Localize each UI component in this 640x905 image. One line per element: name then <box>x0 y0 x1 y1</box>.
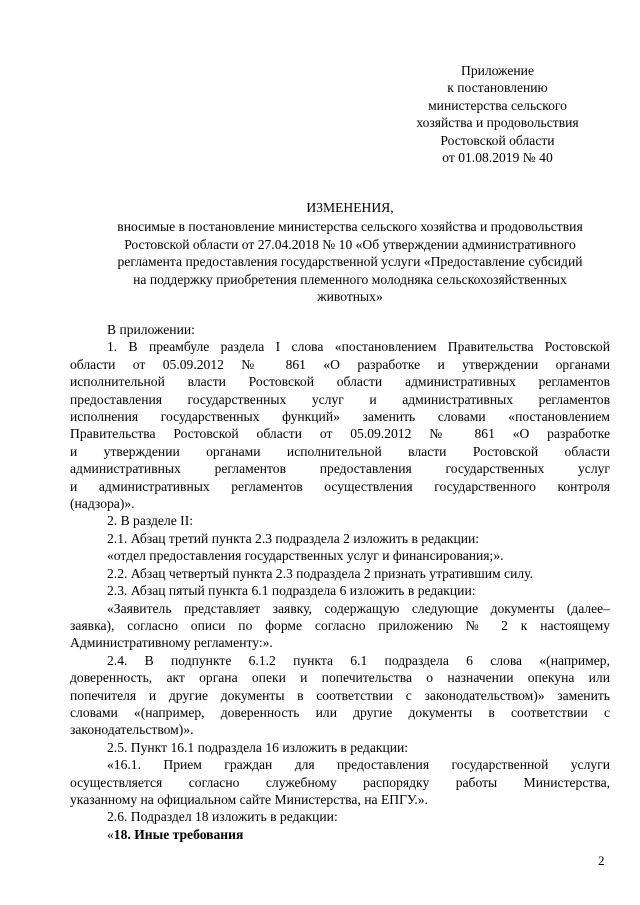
paragraph-2-1: 2.1. Абзац третий пункта 2.3 подраздела 2 изложить в редакции: <box>107 530 480 546</box>
paragraph-line: и утверждении органами исполнительной власти Ростовской области <box>70 443 610 459</box>
appendix-line: к постановлению <box>447 80 548 96</box>
heading-line: вносимые в постановление министерства сельского хозяйства и продовольствия <box>117 219 583 235</box>
paragraph-line: законодательством)». <box>70 722 194 738</box>
paragraph-line: осуществляется согласно служебному распорядку работы Министерства, <box>70 774 610 790</box>
appendix-line: Ростовской области <box>440 132 555 148</box>
open-quote-mark: « <box>107 826 114 842</box>
paragraph-2-5-quote <box>70 756 610 808</box>
paragraph-line: административных регламентов предоставления государственных услуг <box>70 461 610 477</box>
paragraph-line: Административному регламенту:». <box>70 635 273 651</box>
paragraph-line: 2.4. В подпункте 6.1.2 пункта 6.1 подраздела 6 слова «(например, <box>107 652 610 668</box>
page-number: 2 <box>598 853 605 868</box>
intro-paragraph: В приложении: <box>107 322 195 337</box>
paragraph-1 <box>70 338 610 512</box>
paragraph-2-2: 2.2. Абзац четвертый пункта 2.3 подраздела 2 признать утратившим силу. <box>107 565 533 581</box>
heading-line: животных» <box>317 289 383 305</box>
paragraph-2-6-quote <box>70 826 610 843</box>
paragraph-2-5: 2.5. Пункт 16.1 подраздела 16 изложить в редакции: <box>107 739 409 755</box>
paragraph-2-1-quote: «отдел предоставления государственных услуг и финансирования;». <box>107 548 504 564</box>
paragraph-line: и административных регламентов осуществления государственного контроля <box>70 478 610 494</box>
document-heading <box>60 199 640 305</box>
heading-line: регламента предоставления государственной услуги «Предоставление субсидий <box>117 254 583 270</box>
heading-line: Ростовской области от 27.04.2018 № 10 «Об утверждении административного <box>124 236 576 252</box>
document-title: ИЗМЕНЕНИЯ, <box>306 200 394 215</box>
paragraph-line: исполнения государственных функций» заменить словами «постановлением <box>70 409 610 425</box>
paragraph-line: заявка), согласно описи по форме согласно приложению № 2 к настоящему <box>70 617 610 633</box>
paragraph-line: 1. В преамбуле раздела I слова «постановлением Правительства Ростовской <box>107 339 610 355</box>
paragraph-line: области от 05.09.2012 № 861 «О разработке и утверждении органами <box>70 356 610 372</box>
paragraph-line: указанному на официальном сайте Министерства, на ЕПГУ.». <box>70 791 428 807</box>
paragraph-2-4 <box>70 652 610 739</box>
document-body <box>70 321 610 843</box>
paragraph-line: (надзора)». <box>70 496 135 512</box>
paragraph-line: предоставления государственных услуг и административных регламентов <box>70 391 610 407</box>
appendix-line: от 01.08.2019 № 40 <box>442 150 553 166</box>
appendix-line: министерства сельского <box>428 97 567 113</box>
paragraph-line: исполнительной власти Ростовской области административных регламентов <box>70 374 610 390</box>
paragraph-2-3: 2.3. Абзац пятый пункта 6.1 подраздела 6 изложить в редакции: <box>107 583 476 599</box>
paragraph-line: «Заявитель представляет заявку, содержащую следующие документы (далее– <box>107 600 610 616</box>
paragraph-2: 2. В разделе II: <box>107 513 194 529</box>
paragraph-2-3-quote <box>70 600 610 652</box>
paragraph-line: попечителя и другие документы в соответствии с законодательством)» заменить <box>70 687 610 703</box>
paragraph-line: «16.1. Прием граждан для предоставления государственной услуги <box>107 757 610 773</box>
paragraph-line: словами «(например, доверенность или другие документы в соответствии с <box>70 704 610 720</box>
heading-line: на поддержку приобретения племенного молодняка сельскохозяйственных <box>133 271 567 287</box>
subsection-heading: 18. Иные требования <box>113 826 244 842</box>
appendix-line: Приложение <box>461 63 534 78</box>
paragraph-line: доверенность, акт органа опеки и попечительства о назначении опекуна или <box>70 670 610 686</box>
paragraph-2-6: 2.6. Подраздел 18 изложить в редакции: <box>107 809 338 825</box>
appendix-line: хозяйства и продовольствия <box>416 115 579 131</box>
paragraph-line: Правительства Ростовской области от 05.09.2012 № 861 «О разработке <box>70 426 610 442</box>
appendix-block <box>380 62 615 166</box>
